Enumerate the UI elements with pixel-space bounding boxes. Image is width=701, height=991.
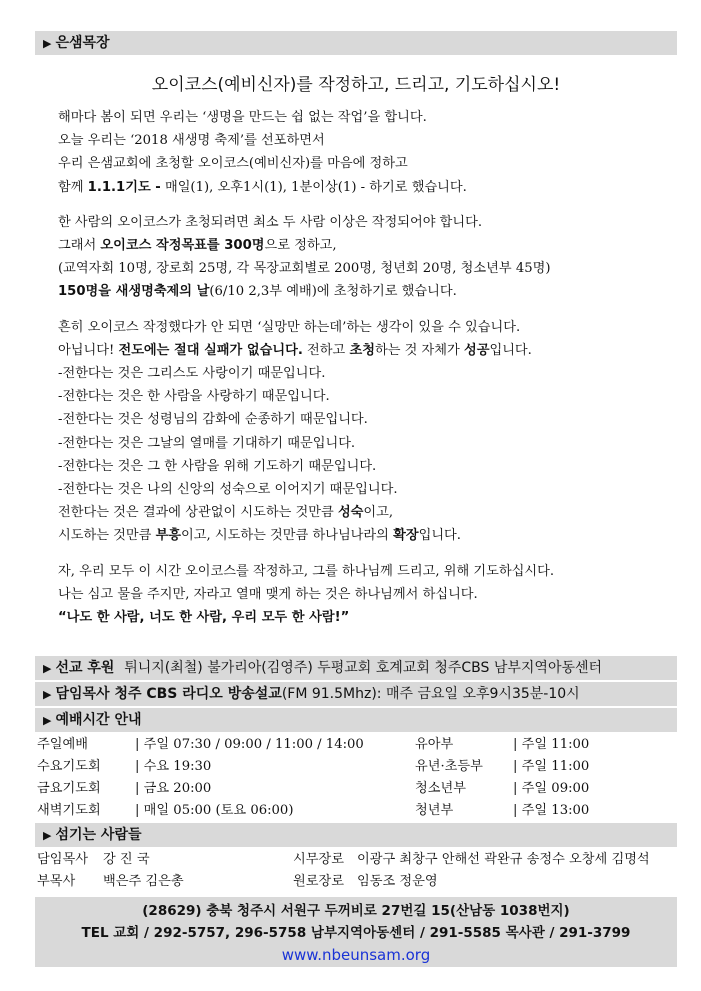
- footer-website-link[interactable]: www.nbeunsam.org: [281, 946, 431, 964]
- worship-schedule: [35, 734, 677, 822]
- triangle-right-icon: ▶: [43, 688, 52, 701]
- text-line: -전한다는 것은 한 사람을 사랑하기 때문입니다.: [58, 389, 330, 405]
- triangle-right-icon: ▶: [43, 662, 52, 675]
- section-header-worship: [35, 708, 677, 732]
- text-line: 함께 1.1.1기도 - 매일(1), 오후1시(1), 1분이상(1) - 하기로 했습니다.: [58, 179, 467, 195]
- text-line: -전한다는 것은 그 한 사람을 위해 기도하기 때문입니다.: [58, 458, 377, 474]
- text-line: 150명을 새생명축제의 날(6/10 2,3부 예배)에 초청하기로 했습니다.: [58, 284, 457, 300]
- section-header-sponsor: [35, 656, 677, 680]
- text-line: 나는 심고 물을 주지만, 자라고 열매 맺게 하는 것은 하나님께서 하십니다.: [58, 586, 478, 602]
- text-line-slogan: “나도 한 사람, 너도 한 사람, 우리 모두 한 사람!”: [58, 610, 350, 626]
- text-line: 그래서 오이코스 작정목표를 300명으로 정하고,: [58, 238, 337, 254]
- text-line: 우리 은샘교회에 초청할 오이코스(예비신자)를 마음에 정하고: [58, 156, 408, 172]
- servants-label: 섬기는 사람들: [55, 827, 142, 843]
- text-line: (교역자회 10명, 장로회 25명, 각 목장교회별로 200명, 청년회 20명, 청소년부 45명): [58, 261, 551, 277]
- radio-text: (FM 91.5Mhz): 매주 금요일 오후9시35분-10시: [281, 686, 580, 702]
- servant-row: 담임목사 강 진 국 시무장로 이광구 최창구 안해선 곽완규 송정수 오창세 김명석: [37, 852, 650, 867]
- text-line: 전한다는 것은 결과에 상관없이 시도하는 것만큼 성숙이고,: [58, 505, 394, 521]
- servant-row: 부목사 백은주 김은총 원로장로 임동조 정운영: [37, 874, 438, 889]
- article-body: [58, 106, 658, 629]
- text-line: -전한다는 것은 나의 신앙의 성숙으로 이어지기 때문입니다.: [58, 482, 398, 498]
- text-line: -전한다는 것은 그날의 열매를 기대하기 때문입니다.: [58, 435, 356, 451]
- sponsor-label: 선교 후원: [55, 660, 115, 676]
- text-line: 아닙니다! 전도에는 절대 실패가 없습니다. 전하고 초청하는 것 자체가 성공입니다.: [58, 342, 532, 358]
- triangle-right-icon: ▶: [43, 714, 52, 727]
- servants-list: [35, 849, 677, 893]
- page-title: 오이코스(예비신자)를 작정하고, 드리고, 기도하십시오!: [151, 75, 561, 95]
- text-line: 자, 우리 모두 이 시간 오이코스를 작정하고, 그를 하나님께 드리고, 위해 기도하십시다.: [58, 563, 555, 579]
- section-header-eunsam: [35, 31, 677, 55]
- footer-contact: [35, 897, 677, 967]
- triangle-right-icon: ▶: [43, 829, 52, 842]
- sponsor-text: 튀니지(최철) 불가리아(김영주) 두평교회 호계교회 청주CBS 남부지역아동센터: [124, 660, 603, 676]
- text-line: 한 사람의 오이코스가 초청되려면 최소 두 사람 이상은 작정되어야 합니다.: [58, 214, 483, 230]
- text-line: 해마다 봄이 되면 우리는 ‘생명을 만드는 쉽 없는 작업’을 합니다.: [58, 110, 427, 125]
- schedule-row: 새벽기도회 | 매일 05:00 (토요 06:00) 청년부 | 주일 13:00: [37, 803, 590, 818]
- text-line: -전한다는 것은 성령님의 감화에 순종하기 때문입니다.: [58, 412, 368, 428]
- radio-label: 담임목사 청주 CBS 라디오 방송설교: [55, 686, 282, 702]
- footer-address: (28629) 충북 청주시 서원구 두꺼비로 27번길 15(산남동 1038번지): [142, 903, 570, 919]
- footer-tel: TEL 교회 / 292-5757, 296-5758 남부지역아동센터 / 291-5585 목사관 / 291-3799: [81, 925, 631, 941]
- section-header-servants: [35, 823, 677, 847]
- section-header-radio: [35, 682, 677, 706]
- schedule-row: 주일예배 | 주일 07:30 / 09:00 / 11:00 / 14:00 유아부 | 주일 11:00: [37, 737, 590, 752]
- text-line: 오늘 우리는 ‘2018 새생명 축제’를 선포하면서: [58, 133, 325, 149]
- schedule-row: 수요기도회 | 수요 19:30 유년·초등부 | 주일 11:00: [37, 759, 590, 774]
- text-line: 시도하는 것만큼 부흥이고, 시도하는 것만큼 하나님나라의 확장입니다.: [58, 528, 461, 544]
- schedule-row: 금요기도회 | 금요 20:00 청소년부 | 주일 09:00: [37, 781, 590, 796]
- worship-label: 예배시간 안내: [55, 712, 142, 728]
- triangle-right-icon: ▶: [43, 37, 52, 50]
- text-line: 흔히 오이코스 작정했다가 안 되면 ‘실망만 하는데’하는 생각이 있을 수 있습니다.: [58, 319, 521, 335]
- text-line: -전한다는 것은 그리스도 사랑이기 때문입니다.: [58, 366, 326, 382]
- section-header-label: 은샘목장: [55, 35, 110, 51]
